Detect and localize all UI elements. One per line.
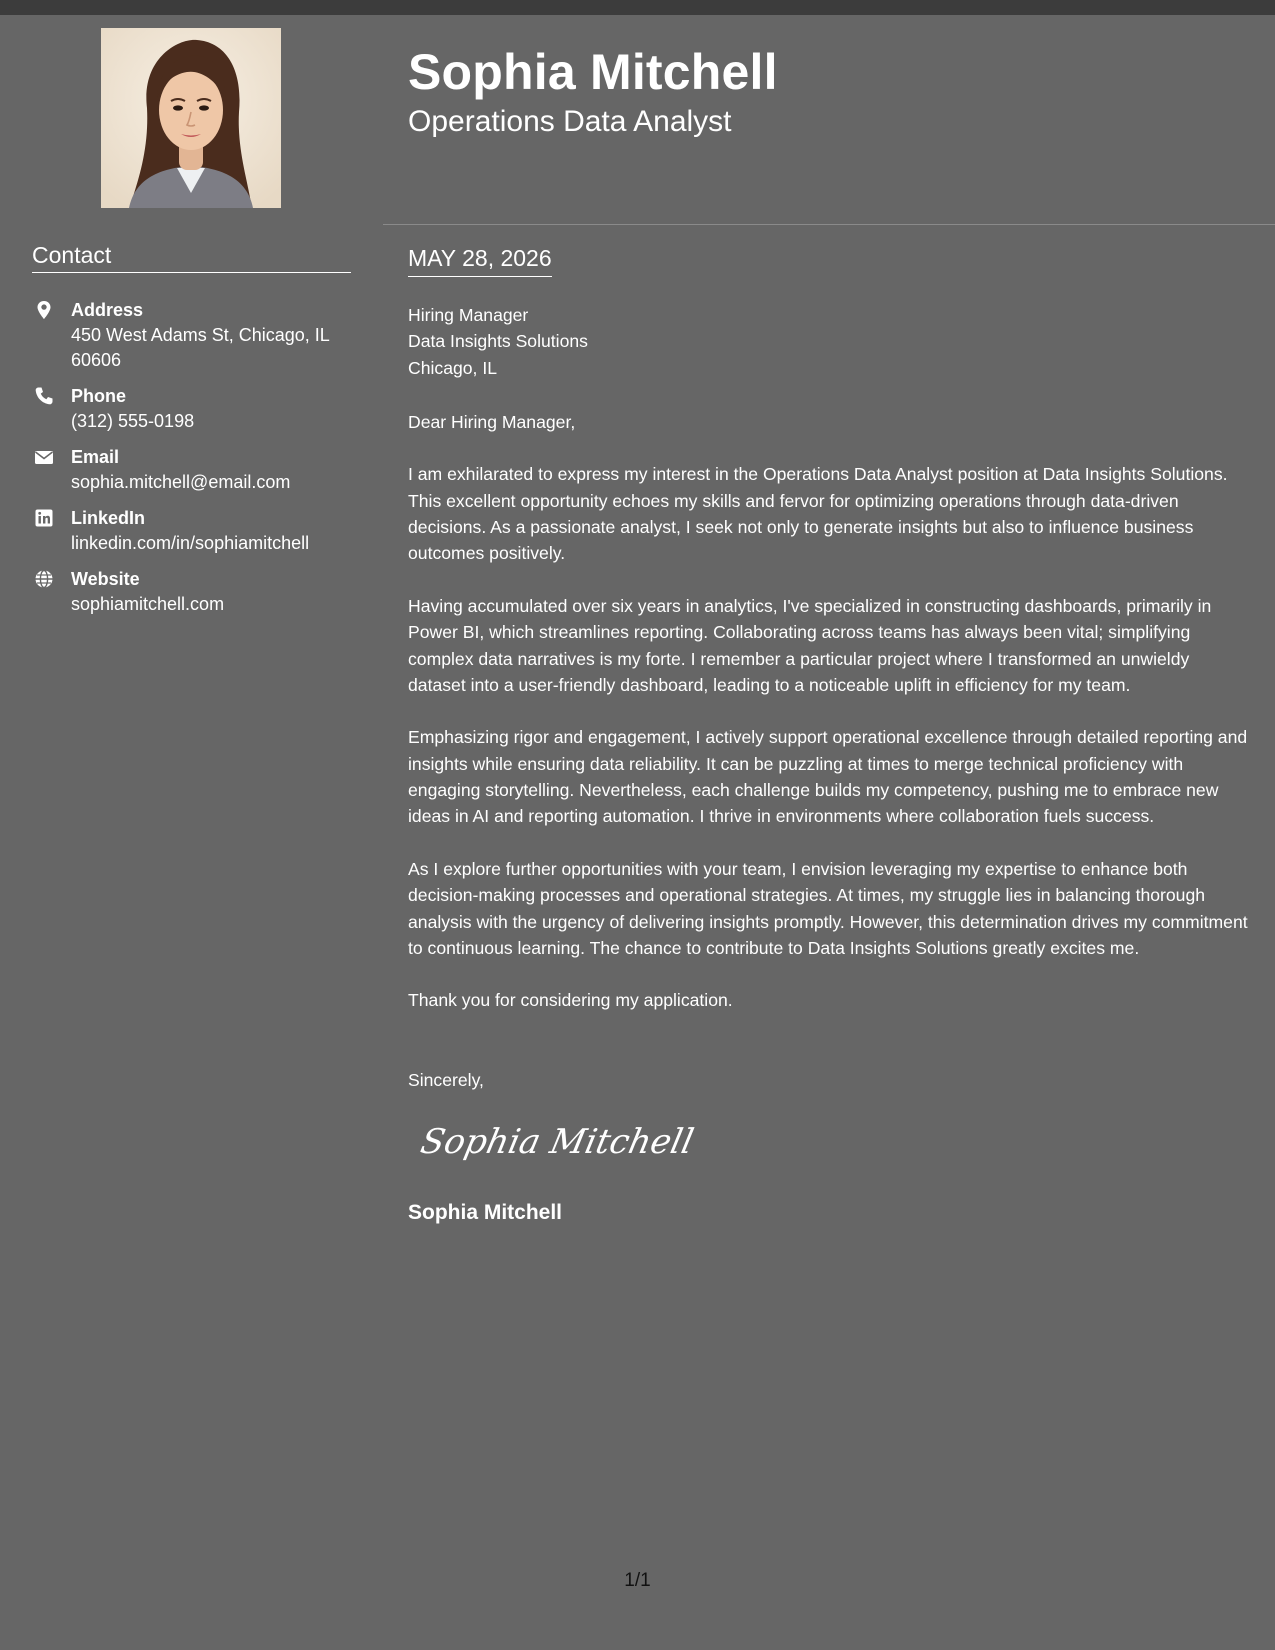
contact-label: Email	[71, 447, 120, 467]
contact-value[interactable]: linkedin.com/in/sophiamitchell	[71, 533, 310, 553]
body-paragraph: Having accumulated over six years in analytics, I've specialized in constructing dashboards, primarily in Power BI, which streamlines reporting. Collaborating across teams has always been vital; simplifying complex data narratives is my forte. I remember a particular project where I transformed an unwieldy dataset into a user-friendly dashboard, leading to a noticeable uplift in efficiency for my team.	[408, 595, 1212, 695]
letter-date: MAY 28, 2026	[408, 243, 552, 277]
signature	[416, 1111, 1250, 1178]
contact-label: Phone	[71, 386, 127, 406]
applicant-name: Sophia Mitchell	[408, 44, 778, 100]
contact-value: (312) 555-0198	[71, 411, 195, 431]
phone-icon	[34, 386, 54, 406]
contact-label: Address	[71, 300, 144, 320]
contact-value[interactable]: sophia.mitchell@email.com	[71, 472, 291, 492]
profile-photo	[101, 28, 281, 208]
body-paragraph: I am exhilarated to express my interest in the Operations Data Analyst position at Data Insights Solutions. This excellent opportunity echoes my skills and fervor for optimizing operations through data-driven decisions. As a passionate analyst, I seek not only to generate insights but also to influence business outcomes positively.	[408, 464, 1228, 564]
recipient-line: Data Insights Solutions	[408, 331, 588, 352]
contact-label: Website	[71, 569, 140, 589]
salutation: Dear Hiring Manager,	[408, 411, 576, 432]
body-paragraph: As I explore further opportunities with your team, I envision leveraging my expertise to enhance both decision-making processes and operational strategies. At times, my struggle lies in balancing thorough analysis with the urgency of delivering insights promptly. However, this determination drives my commitment to continuous learning. The chance to contribute to Data Insights Solutions greatly excites me.	[408, 858, 1248, 958]
recipient-block	[408, 302, 1250, 381]
contact-heading: Contact	[32, 240, 351, 273]
contact-email	[32, 445, 352, 495]
contact-label: LinkedIn	[71, 508, 146, 528]
linkedin-icon	[34, 508, 54, 528]
contact-phone	[32, 384, 352, 434]
signature-text: Sophia Mitchell	[417, 1122, 698, 1163]
body-paragraph: Thank you for considering my application.	[408, 990, 733, 1011]
job-title: Operations Data Analyst	[408, 105, 732, 138]
envelope-icon	[34, 447, 54, 467]
body-paragraph: Emphasizing rigor and engagement, I actively support operational excellence through detailed reporting and insights while ensuring data reliability. It can be puzzling at times to merge technical proficiency with engaging storytelling. Nevertheless, each challenge builds my competency, pushing me to embrace new ideas in AI and reporting automation. I thrive in environments where collaboration fuels success.	[408, 727, 1248, 827]
page-number: 1/1	[624, 1570, 651, 1591]
top-bar	[0, 0, 1275, 15]
map-pin-icon	[34, 300, 54, 320]
recipient-line: Chicago, IL	[408, 357, 497, 378]
header-divider	[383, 224, 1275, 225]
contact-address	[32, 298, 352, 373]
contact-value: 450 West Adams St, Chicago, IL 60606	[71, 325, 330, 370]
contact-linkedin	[32, 506, 352, 556]
letter-body	[408, 302, 1250, 1227]
signer-name: Sophia Mitchell	[408, 1200, 563, 1224]
closing: Sincerely,	[408, 1069, 484, 1090]
globe-icon	[34, 569, 54, 589]
recipient-line: Hiring Manager	[408, 305, 529, 325]
contact-list	[32, 298, 352, 628]
contact-value[interactable]: sophiamitchell.com	[71, 594, 225, 614]
contact-website	[32, 567, 352, 617]
